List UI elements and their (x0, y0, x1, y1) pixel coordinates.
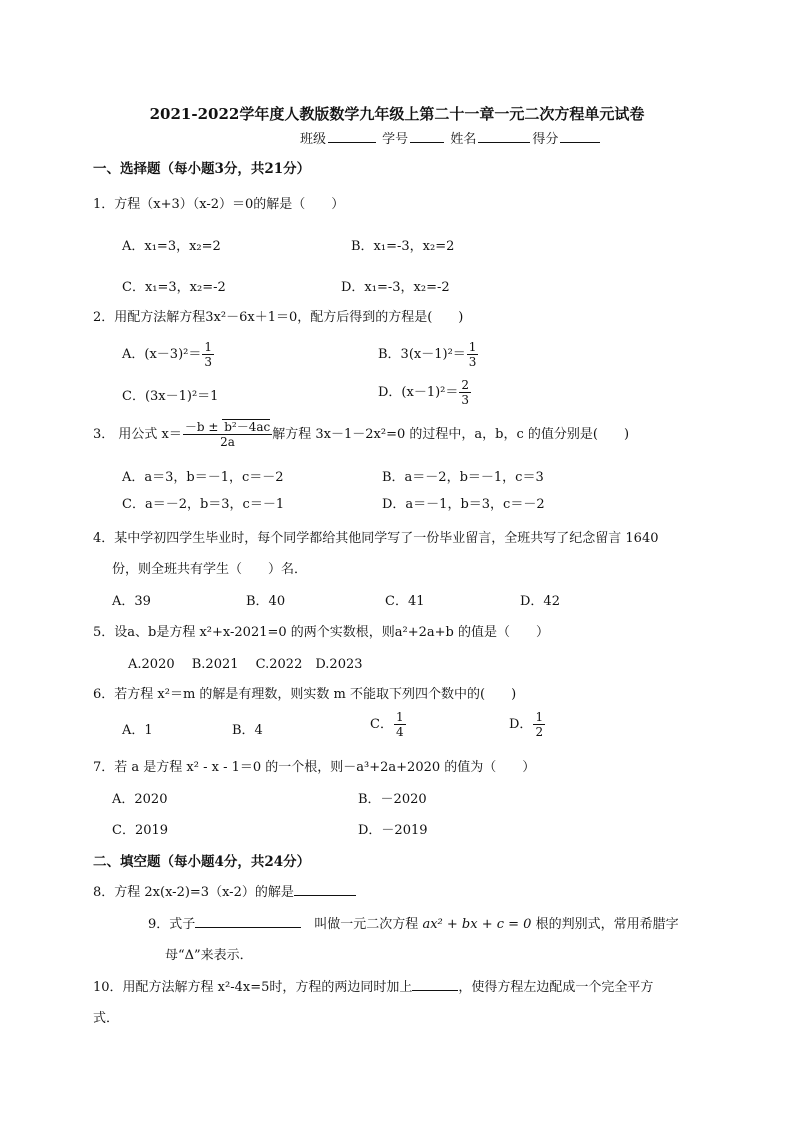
q7-option-d[interactable]: D．－2019 (358, 823, 428, 838)
q2-stem: 2．用配方法解方程3x²－6x＋1＝0，配方后得到的方程是( ) (93, 310, 464, 325)
q9-post: 根的判别式，常用希腊字 (535, 917, 679, 932)
q4-option-c[interactable]: C．41 (385, 594, 425, 609)
score-blank[interactable] (560, 130, 600, 143)
q6-c-num: 1 (395, 710, 404, 724)
q2-a-den: 3 (204, 355, 212, 369)
q7-option-c[interactable]: C．2019 (112, 823, 169, 838)
q6-stem: 6．若方程 x²＝m 的解是有理数，则实数 m 不能取下列四个数中的( ) (93, 687, 517, 702)
q9-stem (148, 913, 679, 932)
q6-c-fraction (394, 710, 406, 739)
q10-post: ，使得方程左边配成一个完全平方 (458, 980, 654, 995)
q2-option-b[interactable] (378, 340, 478, 369)
q5-options[interactable]: A.2020 B.2021 C.2022 D.2023 (128, 657, 363, 672)
id-blank[interactable] (410, 130, 444, 143)
q6-option-b[interactable]: B．4 (232, 723, 263, 738)
q6-d-fraction (533, 710, 545, 739)
class-label: 班级 (300, 132, 327, 147)
q4-stem-line2: 份，则全班共有学生（ ）名． (112, 562, 308, 577)
q2-d-fraction (459, 378, 471, 407)
q3-option-b[interactable]: B．a＝－2，b＝－1，c＝3 (382, 470, 544, 485)
q6-option-a[interactable]: A．1 (122, 723, 153, 738)
q3-option-c[interactable]: C．a＝－2，b＝3，c＝－1 (122, 497, 285, 512)
q9-mid: 叫做一元二次方程 (314, 917, 419, 932)
q1-option-b[interactable]: B．x₁=-3，x₂=2 (351, 239, 455, 254)
q2-option-d[interactable] (378, 378, 471, 407)
q7-stem: 7．若 a 是方程 x² - x - 1＝0 的一个根，则－a³+2a+2020 的值为（ ） (93, 760, 536, 775)
q10-answer-blank[interactable] (412, 978, 458, 991)
q1-option-a[interactable]: A．x₁=3，x₂=2 (122, 239, 221, 254)
q3-formula-den: 2a (220, 435, 235, 449)
q2-b-text: B．3(x－1)²＝ (378, 347, 466, 362)
q3-sqrt: b²－4ac (224, 420, 271, 434)
q10-line2: 式． (93, 1011, 120, 1026)
q3-option-d[interactable]: D．a＝－1，b＝3，c＝－2 (382, 497, 545, 512)
id-label: 学号 (382, 132, 409, 147)
q4-option-a[interactable]: A．39 (112, 594, 151, 609)
q3-num-text: －b ± (184, 420, 223, 434)
q1-option-c[interactable]: C．x₁=3，x₂=-2 (122, 280, 226, 295)
q3-stem (93, 420, 629, 449)
q6-option-c[interactable] (370, 710, 406, 739)
q2-d-den: 3 (461, 393, 470, 407)
q1-stem: 1．方程（x+3）（x-2）＝0的解是（ ） (93, 197, 345, 212)
q9-line2: 母“Δ”来表示． (165, 948, 253, 963)
score-label: 得分 (532, 132, 559, 147)
q10-pre: 10．用配方法解方程 x²-4x=5时，方程的两边同时加上 (93, 980, 413, 995)
name-label: 姓名 (450, 132, 477, 147)
q6-d-den: 2 (535, 725, 544, 739)
q1-option-d[interactable]: D．x₁=-3，x₂=-2 (341, 280, 450, 295)
q2-b-num: 1 (468, 340, 477, 354)
q9-formula: ax² + bx + c = 0 (422, 917, 532, 932)
q6-c-text: C． (370, 717, 393, 732)
q2-option-c[interactable]: C．(3x－1)²＝1 (122, 389, 219, 404)
class-blank[interactable] (328, 130, 376, 143)
q8-stem (93, 881, 356, 900)
q2-a-num: 1 (204, 340, 212, 354)
q2-d-text: D．(x－1)²＝ (378, 385, 459, 400)
q6-c-den: 4 (395, 725, 404, 739)
q2-d-num: 2 (461, 378, 470, 392)
q2-option-a[interactable] (122, 340, 214, 369)
q7-option-b[interactable]: B．－2020 (358, 792, 427, 807)
q4-stem-line1: 4．某中学初四学生毕业时，每个同学都给其他同学写了一份毕业留言，全班共写了纪念留言 1640 (93, 531, 659, 546)
name-blank[interactable] (478, 130, 530, 143)
page-title: 2021-2022学年度人教版数学九年级上第二十一章一元二次方程单元试卷 (149, 105, 645, 123)
q3-post: 解方程 3x－1－2x²=0 的过程中，a，b，c 的值分别是( ) (272, 427, 630, 442)
q10-stem (93, 976, 653, 995)
q2-a-fraction (202, 340, 214, 369)
q9-answer-blank[interactable] (195, 915, 301, 928)
q3-pre: 3． 用公式 x＝ (93, 427, 182, 442)
section-choice: 一、选择题（每小题3分，共21分） (93, 161, 311, 177)
section-fill: 二、填空题（每小题4分，共24分） (93, 854, 311, 870)
q8-answer-blank[interactable] (294, 883, 356, 896)
q2-b-fraction (467, 340, 479, 369)
q3-formula-num (183, 420, 272, 435)
q3-option-a[interactable]: A．a＝3，b＝－1，c＝－2 (122, 470, 284, 485)
student-info (300, 128, 602, 147)
q7-option-a[interactable]: A．2020 (112, 792, 168, 807)
q2-a-text: A．(x－3)²＝ (122, 347, 202, 362)
q3-formula (183, 420, 272, 449)
q5-stem: 5．设a、b是方程 x²+x-2021=0 的两个实数根，则a²+2a+b 的值是（ ） (93, 625, 550, 640)
q2-b-den: 3 (468, 355, 477, 369)
q6-d-num: 1 (535, 710, 544, 724)
q6-d-text: D． (509, 717, 533, 732)
q6-option-d[interactable] (509, 710, 545, 739)
q4-option-d[interactable]: D．42 (520, 594, 560, 609)
q8-text: 8．方程 2x(x-2)=3（x-2）的解是 (93, 885, 294, 900)
q9-pre: 9．式子 (148, 917, 196, 932)
q4-option-b[interactable]: B．40 (246, 594, 286, 609)
